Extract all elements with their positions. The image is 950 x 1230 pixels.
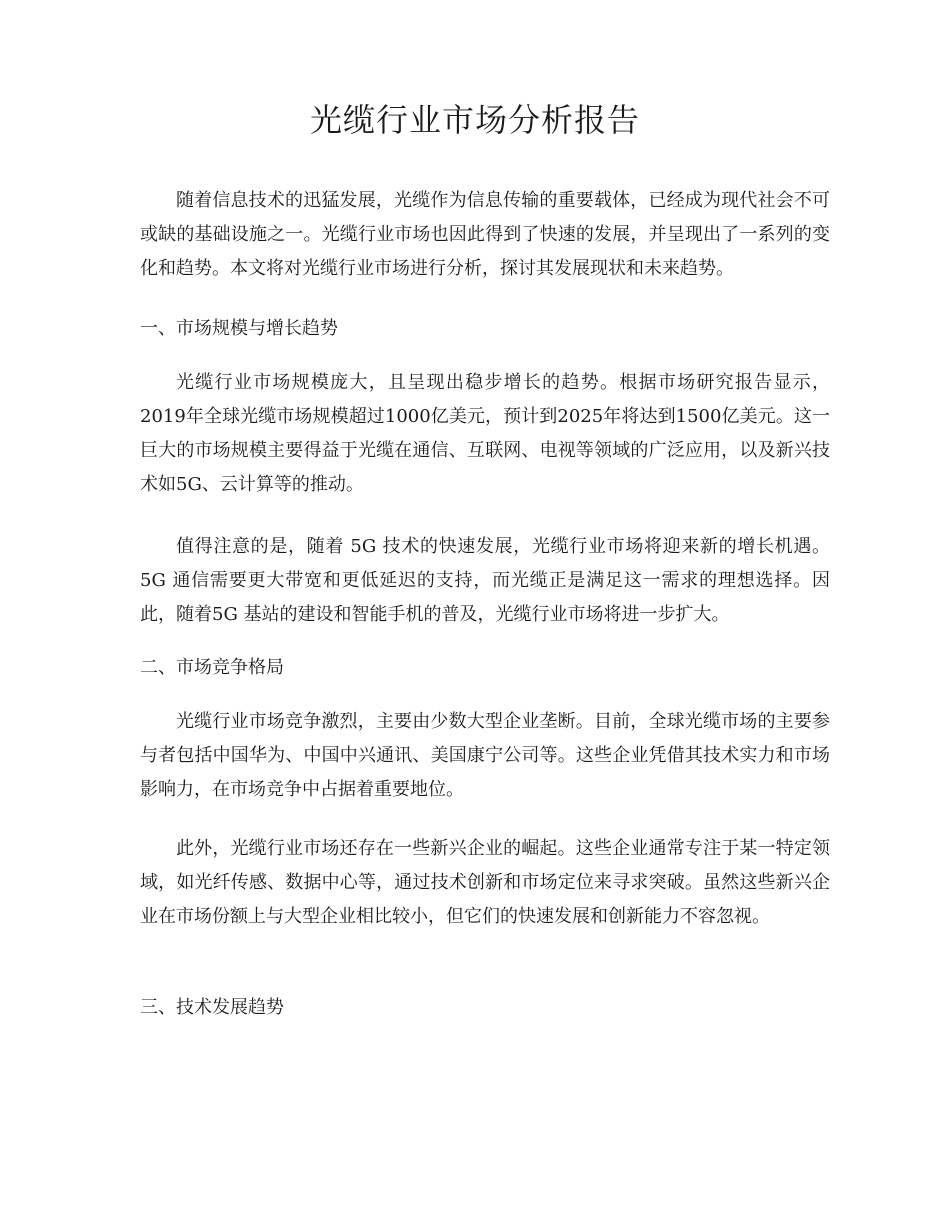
body-paragraph: 值得注意的是，随着 5G 技术的快速发展，光缆行业市场将迎来新的增长机遇。5G 通信需要更大带宽和更低延迟的支持，而光缆正是满足这一需求的理想选择。因此，随着5G 基站的建设和智能手机的普及，光缆行业市场将进一步扩大。	[140, 536, 830, 625]
section-2-body	[140, 705, 830, 807]
body-paragraph: 光缆行业市场规模庞大，且呈现出稳步增长的趋势。根据市场研究报告显示，2019年全球光缆市场规模超过1000亿美元，预计到2025年将达到1500亿美元。这一巨大的市场规模主要得益于光缆在通信、互联网、电视等领域的广泛应用，以及新兴技术如5G、云计算等的推动。	[140, 372, 830, 495]
section-heading: 三、技术发展趋势	[140, 997, 284, 1018]
section-1-body-2	[140, 530, 830, 632]
section-1	[140, 312, 830, 346]
intro-paragraph: 随着信息技术的迅猛发展，光缆作为信息传输的重要载体，已经成为现代社会不可或缺的基础设施之一。光缆行业市场也因此得到了快速的发展，并呈现出了一系列的变化和趋势。本文将对光缆行业市场进行分析，探讨其发展现状和未来趋势。	[140, 190, 830, 279]
section-heading: 一、市场规模与增长趋势	[140, 318, 338, 339]
section-1-body	[140, 366, 830, 502]
body-paragraph: 此外，光缆行业市场还存在一些新兴企业的崛起。这些企业通常专注于某一特定领域，如光纤传感、数据中心等，通过技术创新和市场定位来寻求突破。虽然这些新兴企业在市场份额上与大型企业相比较小，但它们的快速发展和创新能力不容忽视。	[140, 838, 830, 927]
section-3	[140, 991, 830, 1025]
section-2	[140, 651, 830, 685]
body-paragraph: 光缆行业市场竞争激烈，主要由少数大型企业垄断。目前，全球光缆市场的主要参与者包括中国华为、中国中兴通讯、美国康宁公司等。这些企业凭借其技术实力和市场影响力，在市场竞争中占据着重要地位。	[140, 711, 830, 800]
section-heading: 二、市场竞争格局	[140, 657, 284, 678]
intro-block	[140, 184, 830, 286]
section-2-body-2	[140, 832, 830, 934]
document-title: 光缆行业市场分析报告	[309, 101, 640, 139]
